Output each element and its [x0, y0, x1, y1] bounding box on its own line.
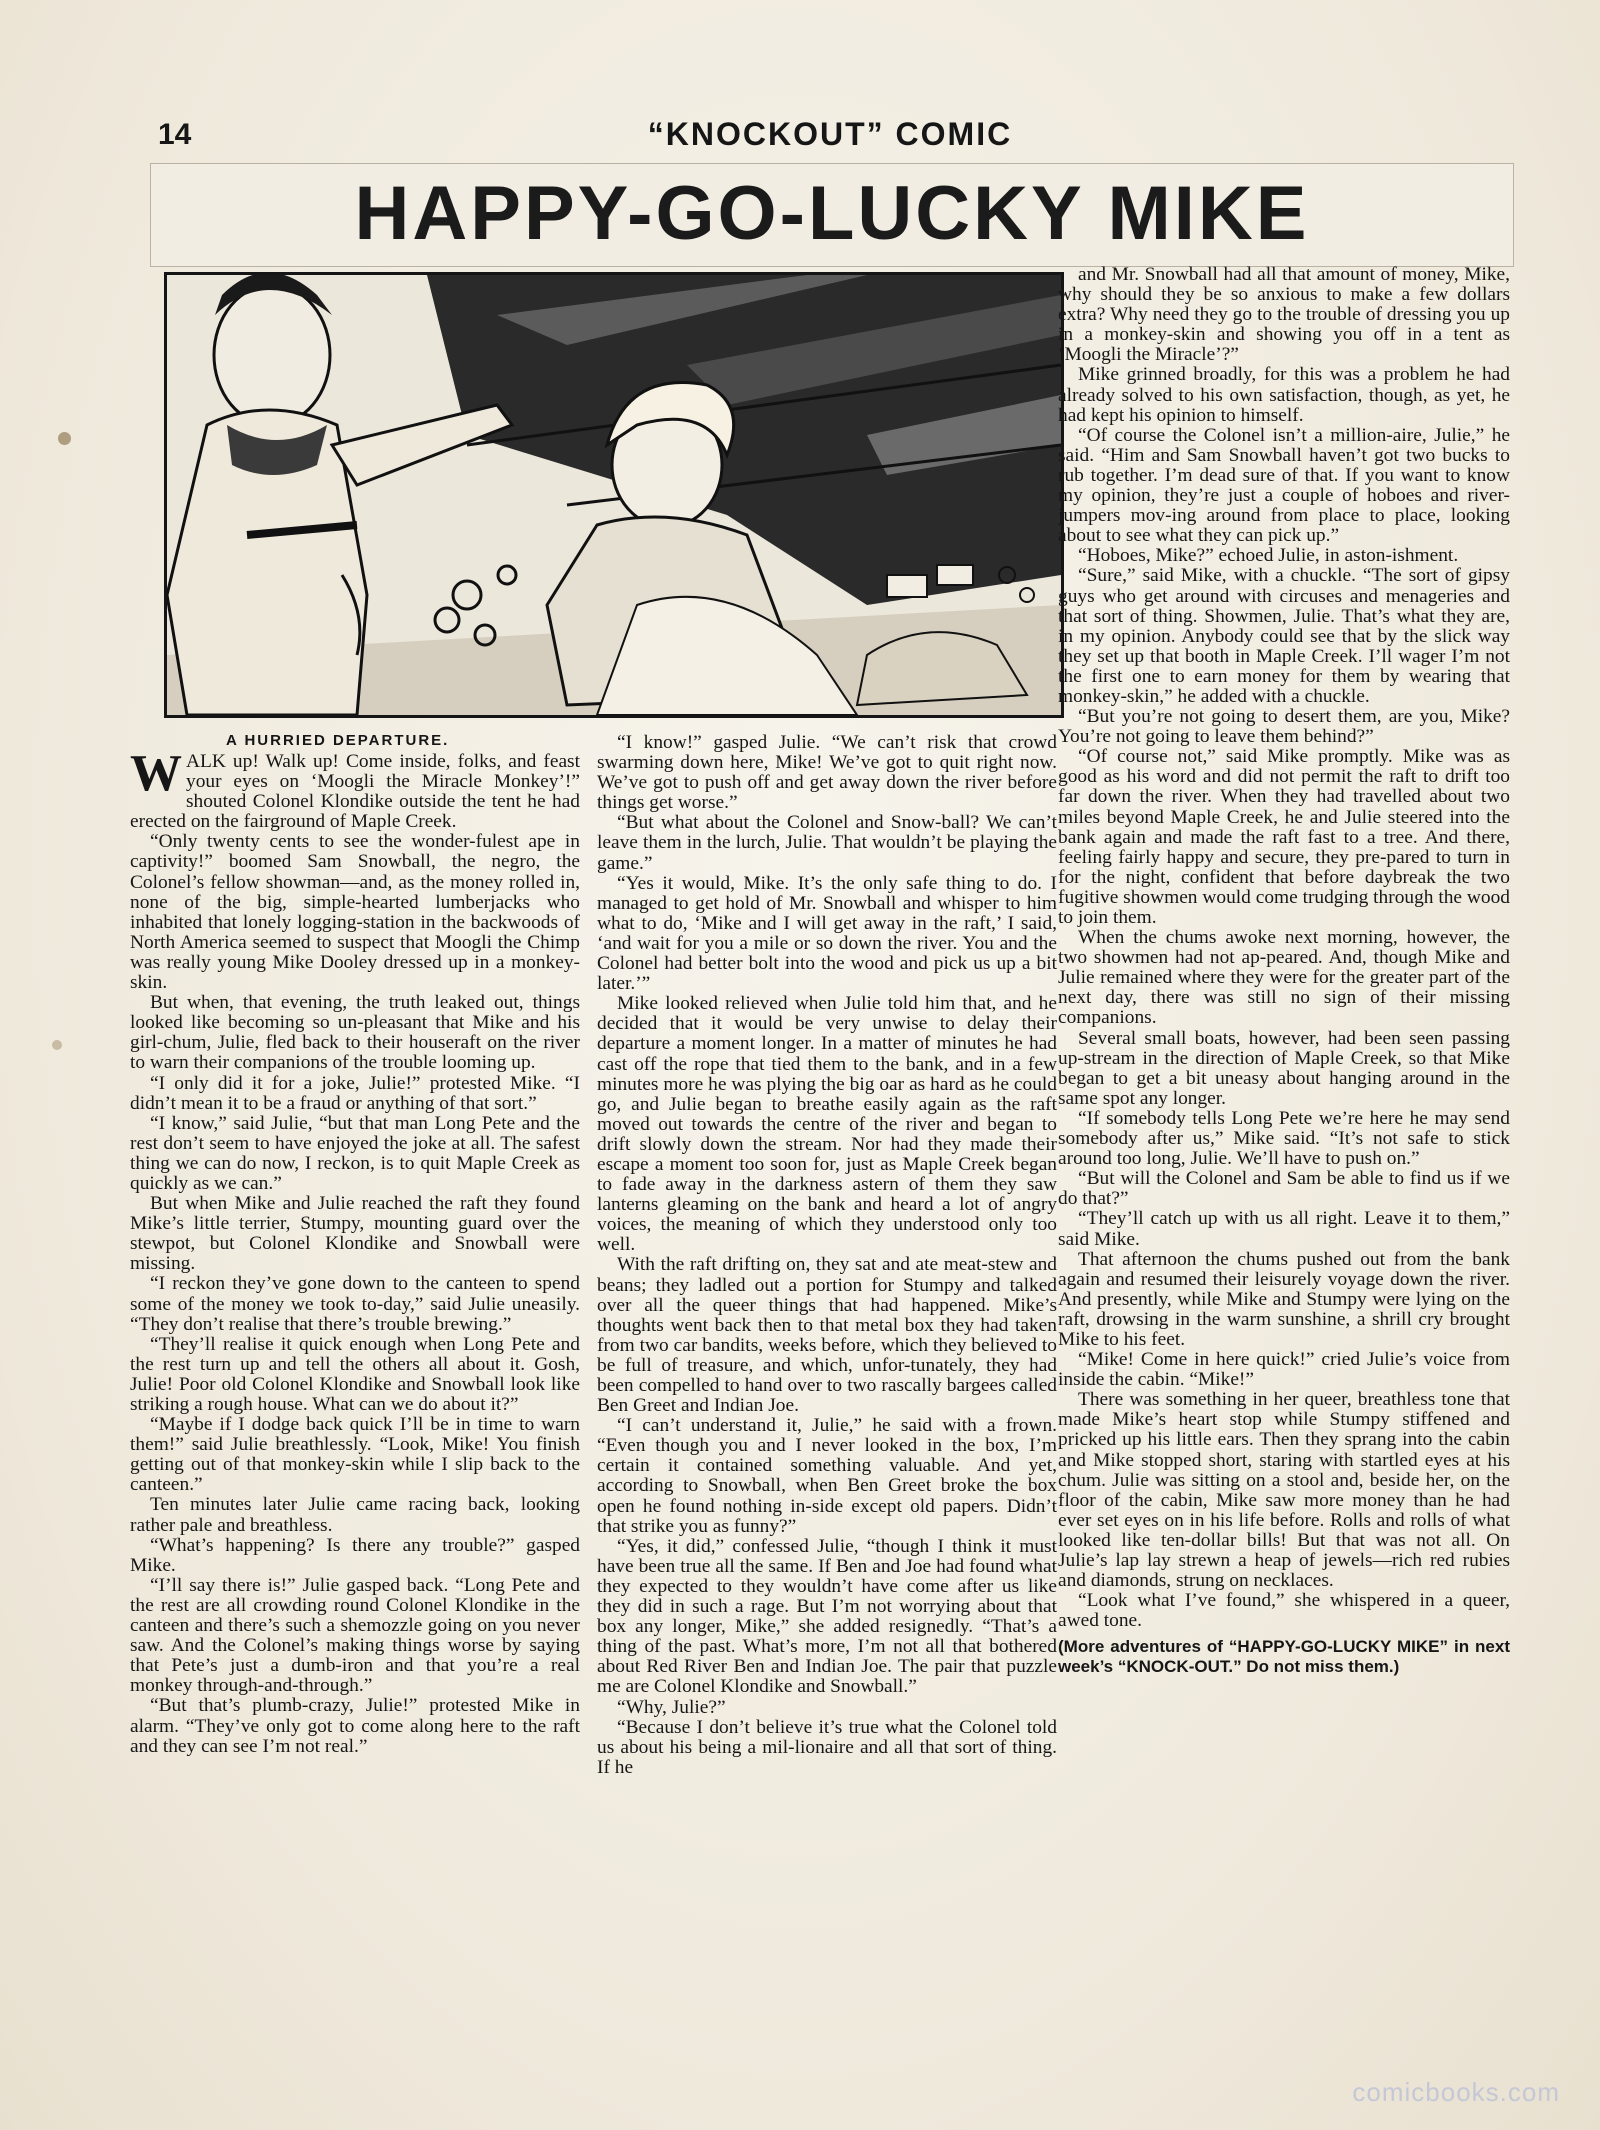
article-paragraph: “But you’re not going to desert them, are you, Mike? You’re not going to leave them behind?”: [1058, 706, 1510, 748]
article-paragraph: When the chums awoke next morning, however, the two showmen had not ap-peared. And, though Mike and Julie remained where they were for the greater part of the next day, there was still no sign of their missing companions.: [1058, 927, 1510, 1029]
article-paragraph: “Only twenty cents to see the wonder-fulest ape in captivity!” boomed Sam Snowball, the negro, the Colonel’s fellow showman—and, as the money rolled in, none of the big, simple-hearted lumberjacks who inhabited that lonely logging-station in the backwoods of North America seemed to suspect that Moogli the Chimp was really young Mike Dooley dressed up in a monkey-skin.: [130, 831, 580, 994]
article-paragraph: “I’ll say there is!” Julie gasped back. “Long Pete and the rest are all crowding round Colonel Klondike in the canteen and there’s such a shemozzle going on you never saw. And the Colonel’s making things worse by saying that Pete’s just a dumb-iron and that you’re a real monkey through-and-through.”: [130, 1574, 580, 1697]
drop-cap: W: [130, 752, 182, 802]
page-number: 14: [158, 118, 192, 151]
ink-stain: [52, 1040, 62, 1050]
article-paragraph: “I only did it for a joke, Julie!” protested Mike. “I didn’t mean it to be a fraud or anything of that sort.”: [130, 1072, 580, 1114]
running-title: “KNOCKOUT” COMIC: [647, 116, 1013, 152]
article-paragraph: “They’ll realise it quick enough when Long Pete and the rest turn up and tell the others all about it. Gosh, Julie! Poor old Colonel Klondike and Snowball look like striking a rough house. What can we do about it?”: [130, 1333, 580, 1415]
ink-stain: [58, 432, 71, 445]
article-paragraph: “Mike! Come in here quick!” cried Julie’s voice from inside the cabin. “Mike!”: [1058, 1349, 1510, 1391]
article-paragraph: Mike grinned broadly, for this was a problem he had already solved to his own satisfaction, though, as yet, he had kept his opinion to himself.: [1058, 364, 1510, 426]
article-paragraph: “I reckon they’ve gone down to the canteen to spend some of the money we took to-day,” said Julie uneasily. “They don’t realise that there’s trouble brewing.”: [130, 1273, 580, 1335]
article-paragraph: “Of course the Colonel isn’t a million-aire, Julie,” he said. “Him and Sam Snowball haven’t got two bucks to rub together. I’m dead sure of that. If you want to know my opinion, they’re just a couple of hoboes and river-jumpers mov-ing around from place to place, looking about to see what they can pick up.”: [1058, 424, 1510, 547]
article-paragraph: “I know,” said Julie, “but that man Long Pete and the rest don’t seem to have enjoyed the joke at all. The safest thing we can do now, I reckon, is to quit Maple Creek as quickly as we can.”: [130, 1112, 580, 1194]
article-paragraph: “Look what I’ve found,” she whispered in a queer, awed tone.: [1058, 1590, 1510, 1632]
article-paragraph: There was something in her queer, breathless tone that made Mike’s heart stop while Stumpy stiffened and pricked up his little ears. Then they sprang into the cabin and Mike stopped short, staring with startled eyes at his chum. Julie was sitting on a stool and, beside her, on the floor of the cabin, Mike saw more money than he had ever set eyes on in his life before. Rolls and rolls of what looked like ten-dollar bills! But that was not all. On Julie’s lap lay strewn a heap of jewels—rich red rubies and diamonds, strung on necklaces.: [1058, 1389, 1510, 1592]
article-paragraph: That afternoon the chums pushed out from the bank again and resumed their leisurely voyage down the river. And presently, while Mike and Stumpy were lying on the raft, drowsing in the warm sunshine, a shrill cry brought Mike to his feet.: [1058, 1248, 1510, 1350]
article-paragraph: “But what about the Colonel and Snow-ball? We can’t leave them in the lurch, Julie. That wouldn’t be playing the game.”: [597, 812, 1057, 874]
article-column-3: [1058, 265, 1510, 1985]
story-illustration: [164, 272, 1064, 718]
page-header: [150, 114, 1510, 160]
article-column-2: [597, 733, 1057, 1978]
article-paragraph: “Maybe if I dodge back quick I’ll be in time to warn them!” said Julie breathlessly. “Look, Mike! You finish getting out of that monkey-skin while I slip back to the canteen.”: [130, 1414, 580, 1496]
article-paragraph: “Hoboes, Mike?” echoed Julie, in aston-ishment.: [1078, 545, 1459, 567]
article-paragraph: “I can’t understand it, Julie,” he said with a frown. “Even though you and I never looked in the box, I’m certain it contained something valuable. And yet, according to Snowball, when Ben Greet broke the box open he found nothing in-side except old papers. Didn’t that strike you as funny?”: [597, 1415, 1057, 1537]
article-paragraph: “Yes, it did,” confessed Julie, “though I think it must have been true all the same. If Ben and Joe had found what they expected to they wouldn’t have come after us like they did in such a rage. But I’m not worrying about that box any longer, Mike,” she added resignedly. “That’s a thing of the past. What’s more, I’m not all that bothered about Red River Ben and Indian Joe. The pair that puzzle me are Colonel Klondike and Snowball.”: [597, 1535, 1057, 1698]
article-paragraph: But when, that evening, the truth leaked out, things looked like becoming so un-pleasant that Mike and his girl-chum, Julie, fled back to their houseraft on the river to warn their companions of the trouble looming up.: [130, 992, 580, 1074]
article-paragraph: and Mr. Snowball had all that amount of money, Mike, why should they be so anxious to make a few dollars extra? Why need they go to the trouble of dressing you up in a monkey-skin and showing you off in a tent as ‘Moogli the Miracle’?”: [1058, 265, 1510, 366]
article-paragraph: Mike looked relieved when Julie told him that, and he decided that it would be very unwise to delay their departure a moment longer. In a matter of minutes he had cast off the rope that tied them to the bank, and in a few minutes more he was plying the big oar as hard as he could go, and Julie began to breathe easily again as the raft moved out towards the centre of the river and began to drift slowly down the stream. Nor had they made their escape a moment too soon for, just as Maple Creek began to fade away in the darkness astern of them they saw lanterns gleaming on the bank and heard a lot of angry voices, the meaning of which they understood only too well.: [597, 993, 1057, 1256]
article-paragraph: But when Mike and Julie reached the raft they found Mike’s little terrier, Stumpy, mounting guard over the stewpot, but Colonel Klondike and Snowball were missing.: [130, 1193, 580, 1275]
article-column-1: [130, 752, 580, 1977]
article-paragraph: “Why, Julie?”: [617, 1696, 726, 1718]
headline-banner: [150, 163, 1514, 267]
story-headline: HAPPY-GO-LUCKY MIKE: [354, 171, 1310, 256]
article-paragraph: “I know!” gasped Julie. “We can’t risk that crowd swarming down here, Mike! We’ve got to quit right now. We’ve got to push off and get away down the river before things get worse.”: [597, 733, 1057, 814]
article-paragraph: With the raft drifting on, they sat and ate meat-stew and beans; they ladled out a portion for Stumpy and talked over all the queer things that had happened. Mike’s thoughts went back then to that metal box they had taken from two car bandits, weeks before, which they believed to be full of treasure, and which, unfor-tunately, they had been compelled to hand over to two rascally bargees called Ben Greet and Indian Joe.: [597, 1254, 1057, 1417]
article-paragraph: “Yes it would, Mike. It’s the only safe thing to do. I managed to get hold of Mr. Snowball and whisper to him what to do, ‘Mike and I will get away in the raft,’ I said, ‘and wait for you a mile or so down the river. You and the Colonel had better bolt into the wood and pick us up a bit later.’”: [597, 872, 1057, 995]
article-paragraph: “If somebody tells Long Pete we’re here he may send somebody after us,” Mike said. “It’s not safe to stick around too long, Julie. We’ll have to push on.”: [1058, 1107, 1510, 1170]
watermark: comicbooks.com: [1352, 2077, 1560, 2107]
illustration-caption: A HURRIED DEPARTURE.: [226, 732, 450, 749]
article-paragraph: “Of course not,” said Mike promptly. Mike was as good as his word and did not permit the raft to drift too far down the river. When they had travelled about two miles beyond Maple Creek, he and Julie steered into the bank again and made the raft fast to a tree. And there, feeling fairly happy and secure, they pre-pared to turn in for the night, confident that before daybreak the two fugitive showmen would come trudging through the wood to join them.: [1058, 746, 1510, 928]
article-paragraph: “They’ll catch up with us all right. Leave it to them,” said Mike.: [1058, 1208, 1510, 1250]
article-paragraph: “What’s happening? Is there any trouble?” gasped Mike.: [130, 1534, 580, 1576]
article-paragraph: “Sure,” said Mike, with a chuckle. “The sort of gipsy guys who get around with circuses and menageries and that sort of thing. Showmen, Julie. That’s what they are, in my opinion. Anybody could see that by the slick way they set up that booth in Maple Creek. I’ll wager I’m not the first one to earn money for them by wearing that monkey-skin,” he added with a chuckle.: [1058, 565, 1510, 707]
closing-note: (More adventures of “HAPPY-GO-LUCKY MIKE” in next week’s “KNOCK-OUT.” Do not miss them.): [1058, 1637, 1510, 1677]
article-paragraph: Ten minutes later Julie came racing back, looking rather pale and breathless.: [130, 1494, 580, 1536]
article-paragraph: Several small boats, however, had been seen passing up-stream in the direction of Maple Creek, so that Mike began to get a bit uneasy about hanging around in the same spot any longer.: [1058, 1027, 1510, 1109]
illustration-drawing: [167, 275, 1061, 715]
article-paragraph: “Because I don’t believe it’s true what the Colonel told us about his being a mil-lionaire and all that sort of thing. If he: [597, 1716, 1057, 1778]
article-paragraph: WALK up! Walk up! Come inside, folks, and feast your eyes on ‘Moogli the Miracle Monkey’!” shouted Colonel Klondike outside the tent he had erected on the fairground of Maple Creek.: [130, 752, 580, 833]
article-paragraph: “But that’s plumb-crazy, Julie!” protested Mike in alarm. “They’ve only got to come along here to the raft and they can see I’m not real.”: [130, 1695, 580, 1757]
article-paragraph: “But will the Colonel and Sam be able to find us if we do that?”: [1058, 1168, 1510, 1210]
